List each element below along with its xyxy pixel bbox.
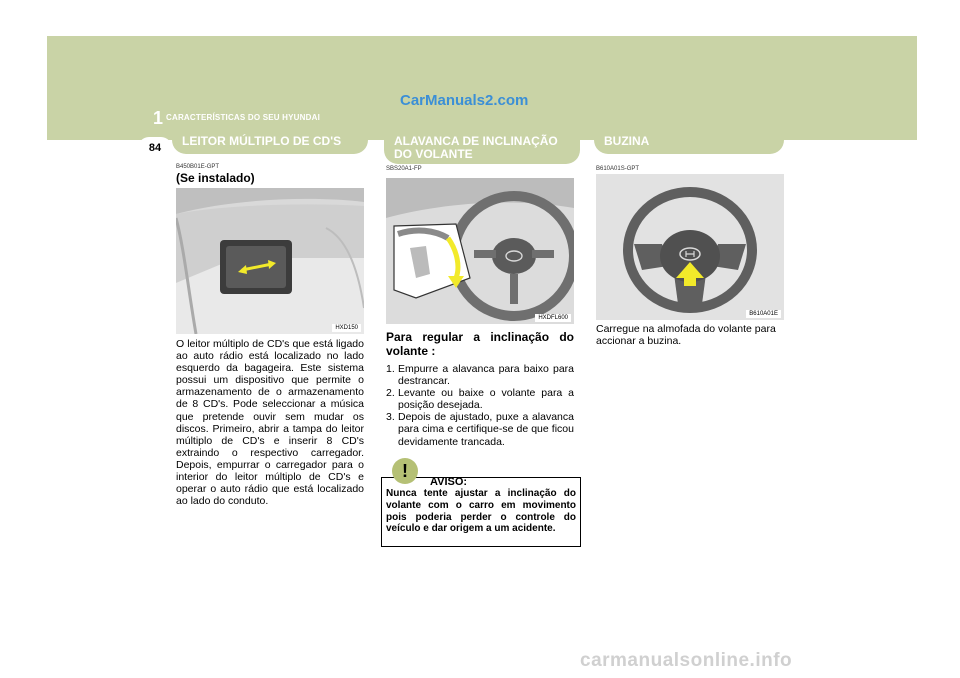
figure-label: B610A01E — [746, 310, 781, 318]
subheading: (Se instalado) — [176, 171, 255, 185]
cd-changer-description: O leitor múltiplo de CD's que está ligado ao auto rádio está localizado no lado esquerdo da bagageira. Este sistema possui um dispositivo que permite o armazenamento de o armazenamento de 8 CD's. Pode seleccionar a música que pretende ouvir sem mudar os discos. Primeiro, abrir a tampa do leitor múltiplo de CD's e inserir 8 CD's extraindo o respectivo carregador. Depois, empurrar o carregador para o interior do leitor múltiplo de CD's e operar o auto rádio que está localizado ao lado do conduto. — [176, 338, 364, 508]
step-number: 3. — [386, 411, 395, 424]
section-header-text: BUZINA — [604, 134, 650, 148]
watermark-link[interactable]: CarManuals2.com — [400, 92, 529, 109]
section-code: B610A01S-GPT — [596, 166, 640, 172]
page-number: 84 — [138, 137, 172, 159]
tilt-steps-list — [386, 363, 574, 448]
step-text: Empurre a alavanca para baixo para destrancar. — [398, 363, 574, 388]
step-text: Depois de ajustado, puxe a alavanca para cima e certifique-se de que ficou devidamente trancada. — [398, 411, 574, 448]
section-header-text: LEITOR MÚLTIPLO DE CD'S — [182, 134, 342, 148]
footer-watermark: carmanualsonline.info — [580, 650, 793, 671]
section-header-tilt — [384, 130, 580, 164]
horn-figure — [596, 174, 784, 320]
warning-box — [381, 477, 581, 547]
chapter-title: CARACTERÍSTICAS DO SEU HYUNDAI — [166, 113, 321, 122]
header-band — [47, 36, 917, 140]
tilt-instructions-lead: Para regular a inclinação do volante : — [386, 330, 574, 358]
chapter-number: 1 — [153, 108, 164, 128]
step-text: Levante ou baixe o volante para a posição desejada. — [398, 387, 574, 412]
warning-symbol: ! — [402, 461, 408, 481]
list-item — [386, 363, 574, 387]
tilt-lever-figure — [386, 178, 574, 324]
trunk-illustration — [176, 188, 364, 334]
step-number: 1. — [386, 363, 395, 375]
section-header-cd-changer — [172, 130, 368, 154]
figure-label: HXDFL600 — [535, 314, 571, 322]
section-code: B450B01E-GPT — [176, 164, 220, 170]
list-item — [386, 387, 574, 411]
section-header-horn — [594, 130, 784, 154]
section-code: SBS20A1-FP — [386, 166, 422, 172]
figure-label: HXD150 — [332, 324, 361, 332]
steering-tilt-illustration — [386, 178, 574, 324]
list-item — [386, 411, 574, 447]
section-header-line2: DO VOLANTE — [394, 147, 473, 161]
warning-title: AVISO: — [430, 476, 468, 488]
cd-changer-figure — [176, 188, 364, 334]
steering-wheel-illustration — [596, 174, 784, 320]
step-number: 2. — [386, 387, 395, 400]
horn-description: Carregue na almofada do volante para accionar a buzina. — [596, 323, 776, 348]
warning-text: Nunca tente ajustar a inclinação do volante com o carro em movimento pois poderia perder o controle do veículo e dar origem a um acidente. — [386, 488, 576, 535]
section-header-line1: ALAVANCA DE INCLINAÇÃO — [394, 134, 558, 148]
